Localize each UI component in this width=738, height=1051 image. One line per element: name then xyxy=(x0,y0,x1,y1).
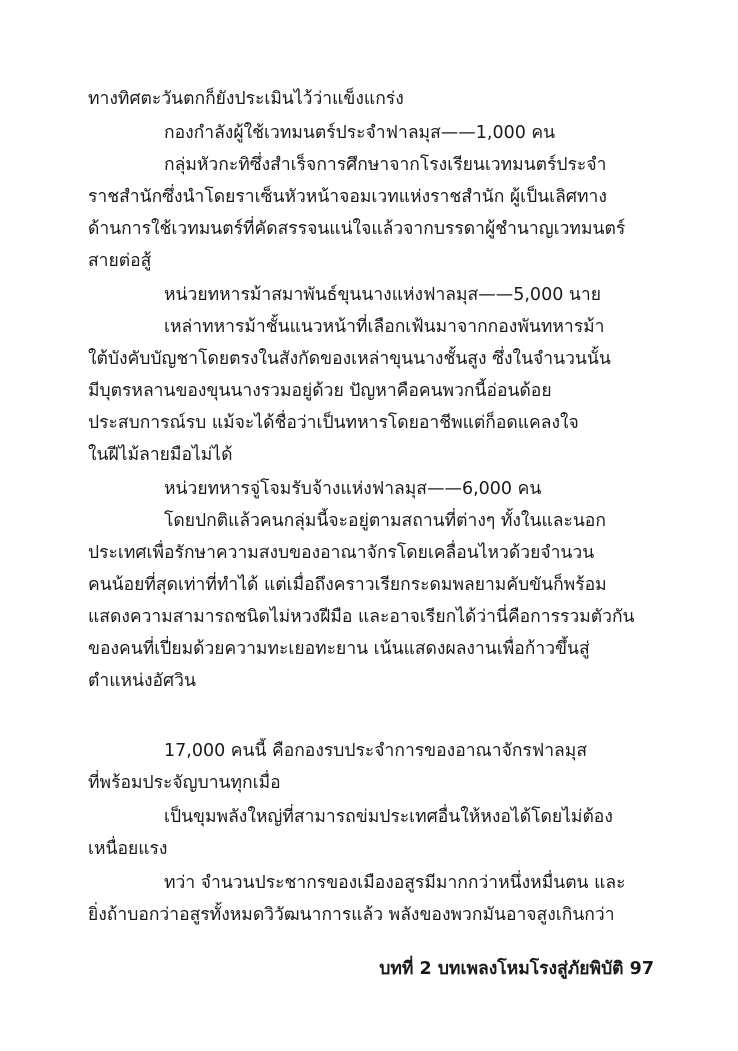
text-line: กลุ่มหัวกะทิซึ่งสำเร็จการศึกษาจากโรงเรียนเวทมนตร์ประจำ xyxy=(164,155,607,175)
text-line: คนน้อยที่สุดเท่าที่ทำได้ แต่เมื่อถึงคราวเรียกระดมพลยามคับขันก็พร้อม xyxy=(88,575,607,595)
text-line: ของคนที่เปี่ยมด้วยความทะเยอทะยาน เน้นแสดงผลงานเพื่อก้าวขึ้นสู่ xyxy=(88,639,590,659)
text-line: ประเทศเพื่อรักษาความสงบของอาณาจักรโดยเคลื่อนไหวด้วยจำนวน xyxy=(88,543,595,563)
text-line: 17,000 คนนี้ คือกองรบประจำการของอาณาจักรฟาลมุส xyxy=(164,741,587,761)
text-line: เหนื่อยแรง xyxy=(88,839,168,859)
text-line: ตำแหน่งอัศวิน xyxy=(88,671,196,691)
text-line: ราชสำนักซึ่งนำโดยราเซ็นหัวหน้าจอมเวทแห่งราชสำนัก ผู้เป็นเลิศทาง xyxy=(88,187,607,207)
text-line: มีบุตรหลานของขุนนางรวมอยู่ด้วย ปัญหาคือคนพวกนี้อ่อนด้อย xyxy=(88,381,552,401)
text-line: เหล่าทหารม้าชั้นแนวหน้าที่เลือกเฟ้นมาจากกองพันทหารม้า xyxy=(164,317,605,337)
text-line: หน่วยทหารจู่โจมรับจ้างแห่งฟาลมุส——6,000 คน xyxy=(164,479,542,499)
text-line: แสดงความสามารถชนิดไม่หวงฝีมือ และอาจเรียกได้ว่านี่คือการรวมตัวกัน xyxy=(88,607,635,627)
text-line: ทางทิศตะวันตกก็ยังประเมินไว้ว่าแข็งแกร่ง xyxy=(88,89,404,109)
text-line: โดยปกติแล้วคนกลุ่มนี้จะอยู่ตามสถานที่ต่างๆ ทั้งในและนอก xyxy=(164,511,606,531)
text-line: ยิ่งถ้าบอกว่าอสูรทั้งหมดวิวัฒนาการแล้ว พลังของพวกมันอาจสูงเกินกว่า xyxy=(88,905,615,925)
text-line: ใต้บังคับบัญชาโดยตรงในสังกัดของเหล่าขุนนางชั้นสูง ซึ่งในจำนวนนั้น xyxy=(88,349,611,369)
text-line: ประสบการณ์รบ แม้จะได้ชื่อว่าเป็นทหารโดยอาชีพแต่ก็อดแคลงใจ xyxy=(88,413,579,433)
text-line: ด้านการใช้เวทมนตร์ที่คัดสรรจนแน่ใจแล้วจากบรรดาผู้ชำนาญเวทมนตร์ xyxy=(88,219,626,239)
text-line: ที่พร้อมประจัญบานทุกเมื่อ xyxy=(88,773,281,793)
text-line: ทว่า จำนวนประชากรของเมืองอสูรมีมากกว่าหนึ่งหมื่นตน และ xyxy=(164,873,626,893)
text-line: สายต่อสู้ xyxy=(88,251,152,271)
text-line: หน่วยทหารม้าสมาพันธ์ขุนนางแห่งฟาลมุส——5,000 นาย xyxy=(164,285,601,305)
page-footer: บทที่ 2 บทเพลงโหมโรงสู่ภัยพิบัติ 97 xyxy=(379,959,654,979)
text-line: กองกำลังผู้ใช้เวทมนตร์ประจำฟาลมุส——1,000 คน xyxy=(164,123,556,143)
text-line: เป็นขุมพลังใหญ่ที่สามารถข่มประเทศอื่นให้หงอได้โดยไม่ต้อง xyxy=(164,807,613,827)
text-line: ในฝีไม้ลายมือไม่ได้ xyxy=(88,445,233,465)
